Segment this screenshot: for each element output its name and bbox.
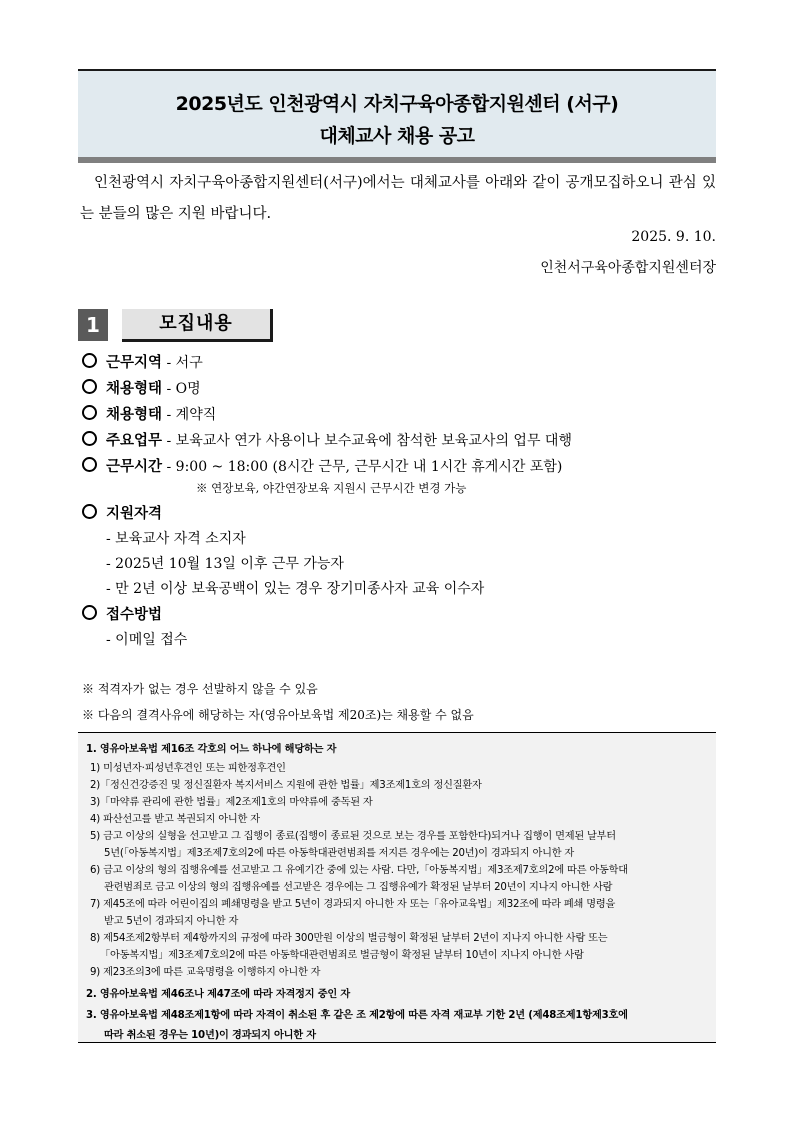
item-sep: - <box>162 433 176 449</box>
circle-bullet-icon <box>82 605 97 620</box>
circle-bullet-icon <box>82 353 97 368</box>
disq-line: 5) 금고 이상의 실형을 선고받고 그 집행이 종료(집행이 종료된 것으로 보는 경우를 포함한다)되거나 집행이 면제된 날부터 <box>90 831 616 842</box>
title-line-1: 2025년도 인천광역시 자치구육아종합지원센터 (서구) <box>175 93 619 115</box>
disq-heading-1: 1. 영유아보육법 제16조 각호의 어느 하나에 해당하는 자 <box>86 744 337 755</box>
note-no-qualified: ※ 적격자가 없는 경우 선발하지 않을 수 있음 <box>82 682 318 696</box>
disq-heading-3: 3. 영유아보육법 제48조제1항에 따라 자격이 취소된 후 같은 조 제2항에 따른 자격 재교부 기한 2년 (제48조제1항제3호에 <box>86 1010 628 1021</box>
disqualification-box <box>78 732 716 1043</box>
disq-line: 8) 제54조제2항부터 제4항까지의 규정에 따라 300만원 이상의 벌금형이 확정된 날부터 2년이 지나지 아니한 사람 또는 <box>90 933 608 944</box>
disq-line: 5년(「아동복지법」제3조제7호의2에 따른 아동학대관련범죄를 저지른 경우에는 20년)이 경과되지 아니한 자 <box>104 848 575 859</box>
disq-line: 2)「정신건강증진 및 정신질환자 복지서비스 지원에 관한 법률」제3조제1호의 정신질환자 <box>90 780 482 791</box>
item-label: 근무지역 <box>106 355 163 371</box>
disq-heading-2: 2. 영유아보육법 제46조나 제47조에 따라 자격정지 중인 자 <box>86 989 351 1000</box>
item-label: 주요업무 <box>106 433 163 449</box>
signature: 인천서구육아종합지원센터장 <box>540 260 716 276</box>
note-disqualification: ※ 다음의 결격사유에 해당하는 자(영유아보육법 제20조)는 채용할 수 없음 <box>82 708 474 722</box>
item-value: 보육교사 연가 사용이나 보수교육에 참석한 보육교사의 업무 대행 <box>175 433 572 449</box>
circle-bullet-icon <box>82 379 97 394</box>
item-hire-count <box>82 377 201 398</box>
item-sep: - <box>162 355 176 371</box>
qualification-heading <box>82 502 162 523</box>
application-label: 접수방법 <box>106 607 163 623</box>
disq-line: 1) 미성년자·피성년후견인 또는 피한정후견인 <box>90 763 286 774</box>
date-signature-block <box>80 229 716 289</box>
qualification-item: - 보육교사 자격 소지자 <box>106 531 246 547</box>
title-box <box>78 69 716 163</box>
intro-block <box>80 168 716 230</box>
disq-heading-3-cont: 따라 취소된 경우는 10년)이 경과되지 아니한 자 <box>104 1030 316 1041</box>
title-underline-bar <box>78 157 716 163</box>
disq-line: 6) 금고 이상의 형의 집행유예를 선고받고 그 유예기간 중에 있는 사람. 다만,「아동복지법」제3조제7호의2에 따른 아동학대 <box>90 865 628 876</box>
qualification-item: - 만 2년 이상 보육공백이 있는 경우 장기미종사자 교육 이수자 <box>106 581 485 597</box>
intro-text: 인천광역시 자치구육아종합지원센터(서구)에서는 대체교사를 아래와 같이 공개모집하오니 관심 있는 분들의 많은 지원 바랍니다. <box>80 175 716 222</box>
disq-line: 「아동복지법」제3조제7호의2에 따른 아동학대관련범죄로 벌금형이 확정된 날부터 10년이 지나지 아니한 사람 <box>100 950 584 961</box>
notice-date: 2025. 9. 10. <box>631 229 716 245</box>
item-value: 계약직 <box>175 407 217 423</box>
item-sep: - <box>162 407 176 423</box>
application-heading <box>82 603 162 624</box>
item-work-hours <box>82 455 562 476</box>
item-label: 채용형태 <box>106 407 163 423</box>
item-value: 서구 <box>175 355 203 371</box>
disq-line: 4) 파산선고를 받고 복권되지 아니한 자 <box>90 814 260 825</box>
disq-line: 9) 제23조의3에 따른 교육명령을 이행하지 아니한 자 <box>90 967 321 978</box>
work-time-note: ※ 연장보육, 야간연장보육 지원시 근무시간 변경 가능 <box>196 481 467 495</box>
item-value: O명 <box>175 381 201 397</box>
section-title: 모집내용 <box>122 309 273 342</box>
item-hire-type <box>82 403 216 424</box>
disq-line: 7) 제45조에 따라 어린이집의 폐쇄명령을 받고 5년이 경과되지 아니한 자 또는「유아교육법」제32조에 따라 폐쇄 명령을 <box>90 899 616 910</box>
disq-line: 받고 5년이 경과되지 아니한 자 <box>104 916 239 927</box>
application-item: - 이메일 접수 <box>106 632 188 648</box>
disq-line: 3)「마약류 관리에 관한 법률」제2조제1호의 마약류에 중독된 자 <box>90 797 373 808</box>
item-sep: - <box>162 381 176 397</box>
item-sep: - <box>162 459 176 475</box>
section-number: 1 <box>78 309 108 341</box>
title-line-2: 대체교사 채용 공고 <box>319 125 475 147</box>
circle-bullet-icon <box>82 405 97 420</box>
qualification-label: 지원자격 <box>106 506 163 522</box>
circle-bullet-icon <box>82 431 97 446</box>
item-value: 9:00 ~ 18:00 (8시간 근무, 근무시간 내 1시간 휴게시간 포함) <box>175 459 563 475</box>
disq-line: 관련범죄로 금고 이상의 형의 집행유예를 선고받은 경우에는 그 집행유예가 확정된 날부터 20년이 지나지 아니한 사람 <box>104 882 613 893</box>
item-main-duty <box>82 429 572 450</box>
circle-bullet-icon <box>82 457 97 472</box>
item-label: 채용형태 <box>106 381 163 397</box>
item-label: 근무시간 <box>106 459 163 475</box>
item-work-area <box>82 351 203 372</box>
circle-bullet-icon <box>82 504 97 519</box>
qualification-item: - 2025년 10월 13일 이후 근무 가능자 <box>106 556 344 572</box>
